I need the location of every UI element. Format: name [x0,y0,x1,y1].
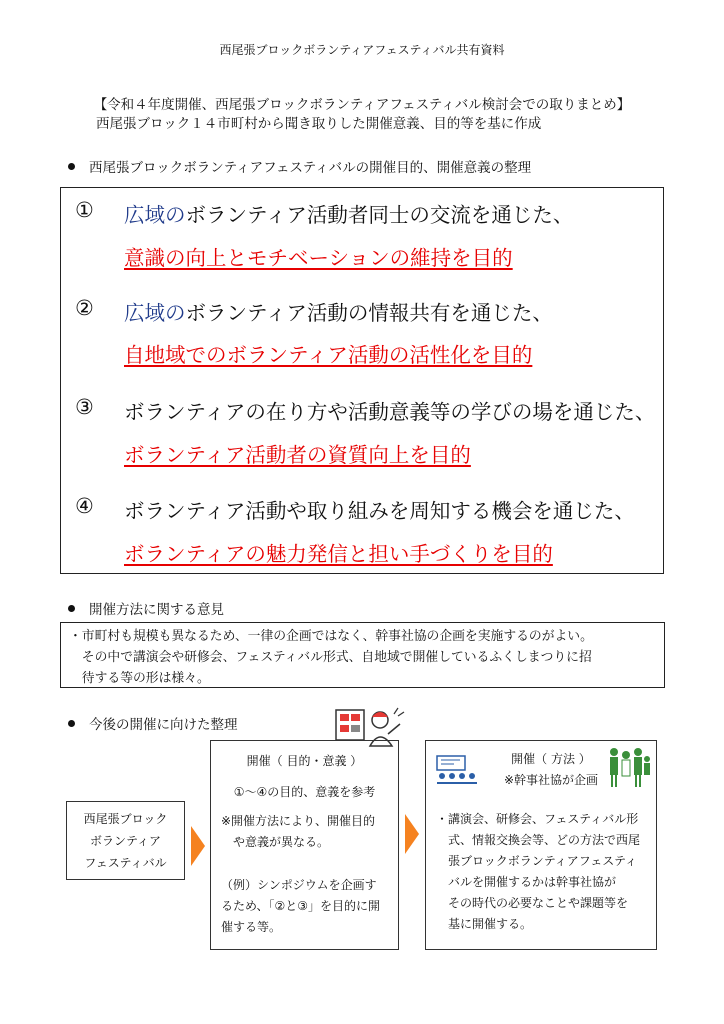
section2-heading: 開催方法に関する意見 [68,598,224,618]
method-body-line: その時代の必要なことや課題等を [436,896,629,910]
method-title: 開催（ 方法 ） [511,752,591,766]
purpose-title: 開催（ 目的・意義 ） [246,754,363,768]
arrow-right-icon [405,814,419,854]
festival-line: フェスティバル [84,856,167,870]
purpose-line2: 意識の向上とモチベーションの維持を目的 [124,246,513,270]
method-body-line: ・講演会、研修会、フェスティバル形 [436,812,639,826]
intro-line-2: 西尾張ブロック１４市町村から聞き取りした開催意義、目的等を基に作成 [96,116,542,132]
method-body-line: 式、情報交換会等、どの方法で西尾 [436,833,641,847]
purpose-example: 催する等。 [221,920,282,934]
purpose-line1: ボランティアの在り方や活動意義等の学びの場を通じた、 [124,400,656,424]
opinion-line: 待する等の形は様々。 [69,671,210,686]
people-icon [606,745,652,789]
purpose-line1: 広域のボランティア活動の情報共有を通じた、 [124,301,553,325]
purpose-number: ④ [75,494,94,518]
festival-line: ボランティア [89,834,162,848]
section3-heading: 今後の開催に向けた整理 [68,713,238,733]
flow-box-method [425,740,657,950]
bullet-icon [68,163,75,170]
opinion-line: ・市町村も規模も異なるため、一律の企画ではなく、幹事社協の企画を実施するのがよい。 [69,629,593,644]
purpose-line1: ボランティア活動や取り組みを周知する機会を通じた、 [124,499,635,523]
purpose-line2: ボランティア活動者の資質向上を目的 [124,443,471,467]
method-body-line: 張ブロックボランティアフェスティ [436,854,638,868]
purpose-note: や意義が異なる。 [221,835,330,849]
purpose-box [60,187,664,574]
flow-box-purpose [210,740,399,950]
festival-line: 西尾張ブロック [83,812,168,826]
purpose-line2: ボランティアの魅力発信と担い手づくりを目的 [124,542,553,566]
purpose-line1: 広域のボランティア活動者同士の交流を通じた、 [124,203,574,227]
method-subtitle: ※幹事社協が企画 [503,773,599,787]
section1-heading: 西尾張ブロックボランティアフェスティバルの開催目的、開催意義の整理 [68,156,531,176]
purpose-number: ② [75,296,94,320]
bullet-icon [68,720,75,727]
purpose-ref: ①～④の目的、意義を参考 [233,785,376,799]
method-body-line: 基に開催する。 [436,917,533,931]
opinion-line: その中で講演会や研修会、フェスティバル形式、自地域で開催しているふくしまつりに招 [69,650,592,665]
purpose-example: （例）シンポジウムを企画す [221,878,377,892]
method-body-line: バルを開催するかは幹事社協が [436,875,617,889]
arrow-right-icon [191,826,205,866]
purpose-line2: 自地域でのボランティア活動の活性化を目的 [124,343,533,367]
document-title: 西尾張ブロックボランティアフェスティバル共有資料 [219,43,505,57]
purpose-note: ※開催方法により、開催目的 [221,814,376,828]
bullet-icon [68,605,75,612]
purpose-number: ③ [75,395,94,419]
seminar-icon [436,755,478,787]
opinion-box [60,622,665,688]
purpose-number: ① [75,198,94,222]
intro-line-1: 【令和４年度開催、西尾張ブロックボランティアフェスティバル検討会での取りまとめ】 [93,97,631,113]
flow-box-festival [66,801,185,880]
purpose-example: るため、「②と③」を目的に開 [221,899,381,913]
